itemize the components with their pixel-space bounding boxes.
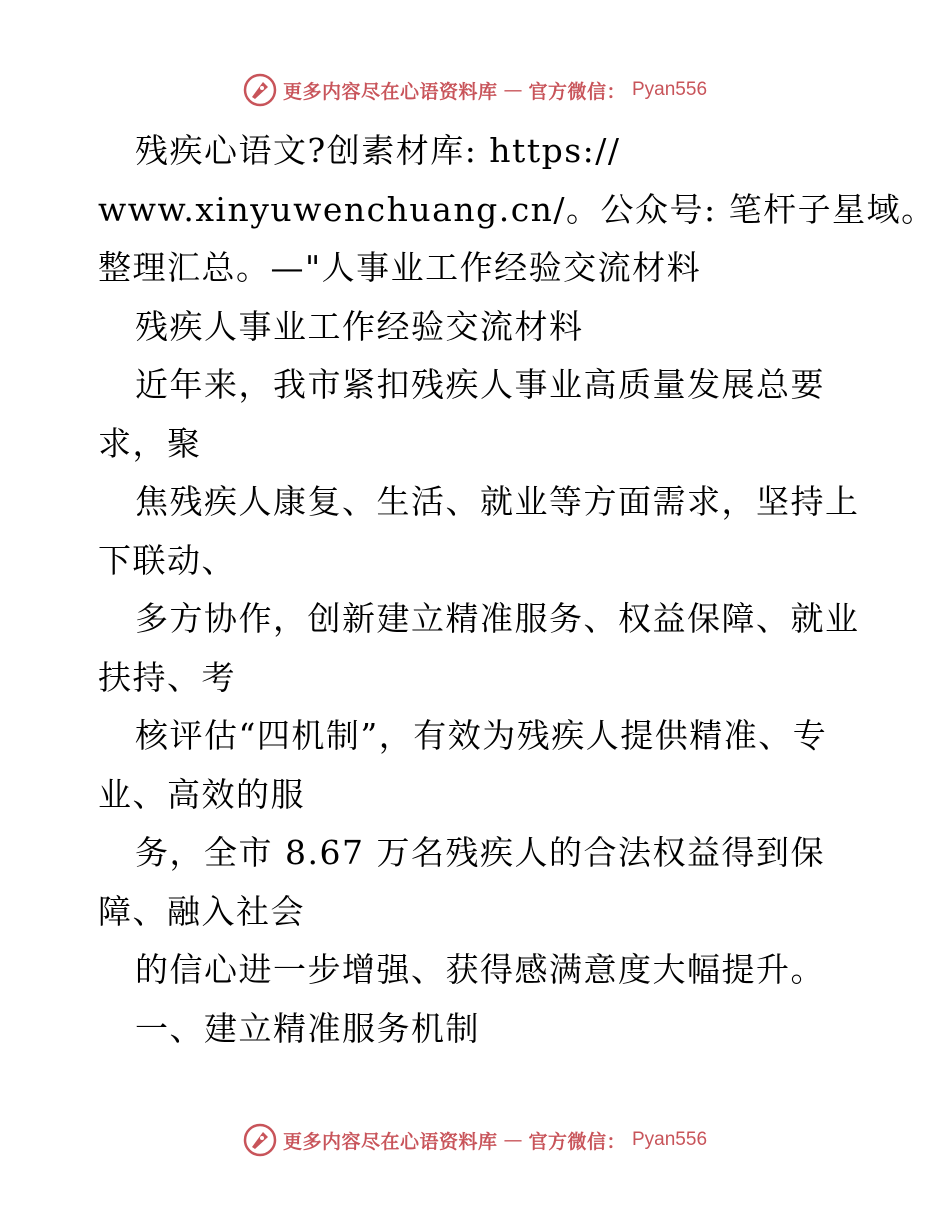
banner-dash: — [503,1129,523,1151]
banner-dash: — [503,79,523,101]
section-heading: 一、建立精准服务机制 [135,1008,480,1048]
document-title: 残疾人事业工作经验交流材料 [135,306,584,346]
banner-main-text: 更多内容尽在心语资料库 [282,80,498,103]
footer-banner [0,1120,950,1160]
text-line: 焦残疾人康复、生活、就业等方面需求，坚持上 [135,482,860,521]
text-line: 求，聚 [98,423,202,463]
text-line: 扶持、考 [98,657,236,697]
text-line: 残疾心语文?创素材库: https:// [135,131,621,170]
text-line: 近年来，我市紧扣残疾人事业高质量发展总要 [135,365,825,404]
banner-wechat-label: 官方微信： [528,1130,626,1153]
pen-nib-logo-icon [243,1123,277,1157]
text-line: 整理汇总。—"人事业工作经验交流材料 [98,248,702,287]
banner-wechat-label: 官方微信： [528,80,626,103]
header-banner [0,70,950,110]
banner-wechat-id: Pyan556 [632,79,708,100]
text-line: 核评估“四机制”，有效为残疾人提供精准、专 [135,716,828,755]
text-line: 务，全市 8.67 万名残疾人的合法权益得到保 [135,833,825,872]
document-body [98,122,936,1058]
banner-wechat-id: Pyan556 [632,1129,708,1150]
text-line: 下联动、 [98,540,236,580]
text-line: 的信心进一步增强、获得感满意度大幅提升。 [135,950,825,989]
text-line: 多方协作，创新建立精准服务、权益保障、就业 [135,599,860,638]
pen-nib-logo-icon [243,73,277,107]
text-line: 障、融入社会 [98,891,305,931]
text-line: www.xinyuwenchuang.cn/。公众号: 笔杆子星域。 [98,189,936,229]
banner-main-text: 更多内容尽在心语资料库 [282,1130,498,1153]
text-line: 业、高效的服 [98,774,305,814]
